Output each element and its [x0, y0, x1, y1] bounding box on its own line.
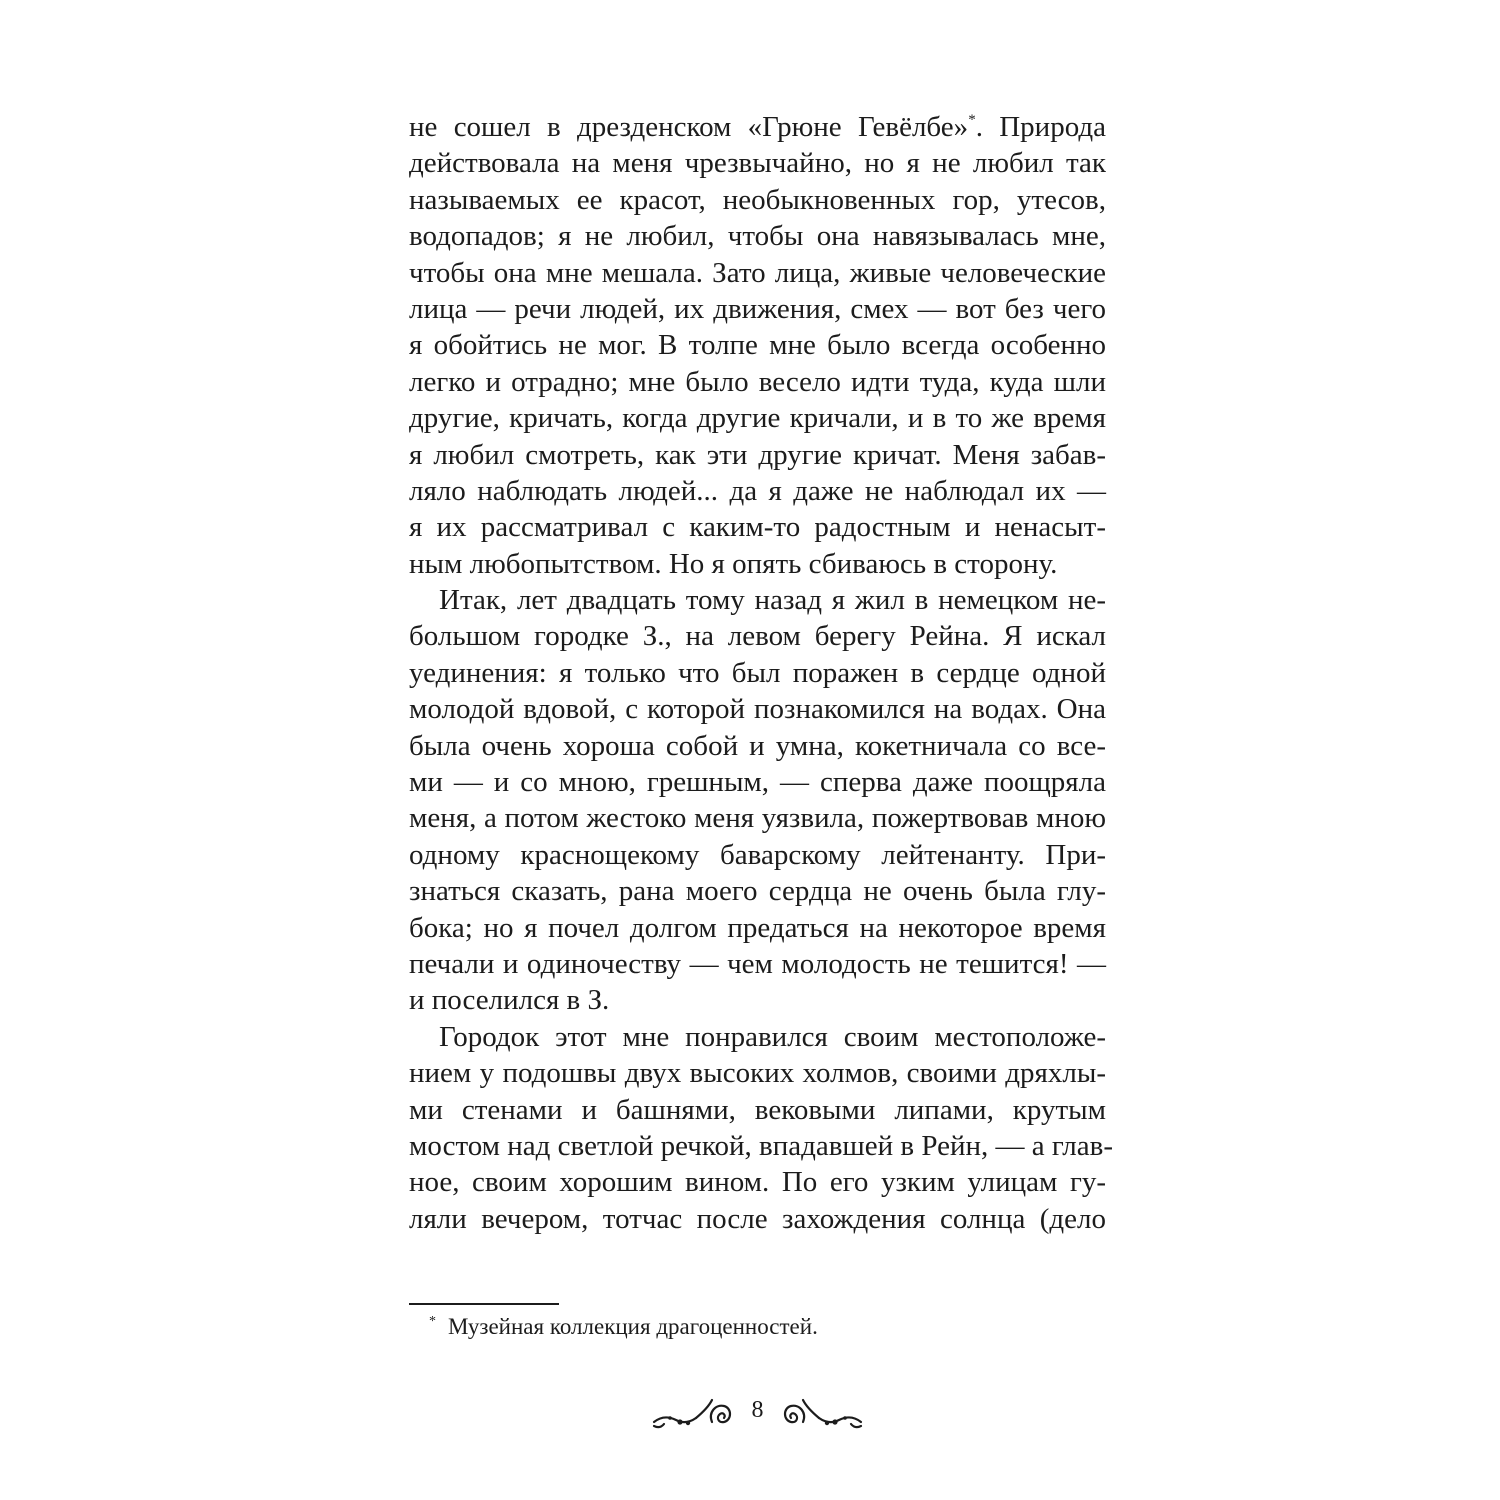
text-line: лица — речи людей, их движения, смех — вот без чего: [409, 292, 1106, 325]
text-line: другие, кричать, когда другие кричали, и в то же время: [409, 402, 1106, 435]
text-line: меня, а потом жестоко меня уязвила, пожертвовав мною: [409, 802, 1106, 835]
footnote-marker: *: [429, 1314, 436, 1329]
footnote-reference[interactable]: *: [968, 112, 976, 128]
text-line: называемых ее красот, необыкновенных гор, утесов,: [409, 183, 1106, 216]
text-line: ми стенами и башнями, вековыми липами, крутым: [409, 1093, 1106, 1126]
text-line: ми — и со мною, грешным, — сперва даже поощряла: [409, 766, 1106, 799]
text-line: не сошел в дрезденском «Грюне Гевёлбе»*. Природа: [409, 111, 1106, 143]
text-line: я любил смотреть, как эти другие кричат. Меня забав-: [409, 438, 1106, 471]
text-line: большом городке З., на левом берегу Рейна. Я искал: [409, 620, 1106, 653]
text-line: ляло наблюдать людей... да я даже не наблюдал их —: [409, 474, 1106, 507]
text-line: Итак, лет двадцать тому назад я жил в немецком не-: [439, 584, 1106, 617]
text-line: я обойтись не мог. В толпе мне было всегда особенно: [409, 329, 1106, 362]
text-line: действовала на меня чрезвычайно, но я не любил так: [409, 147, 1106, 180]
paragraph-1: [409, 109, 1106, 582]
text-line: я их рассматривал с каким-то радостным и ненасыт-: [409, 511, 1106, 544]
text-line: ное, своим хорошим вином. По его узким улицам гу-: [409, 1166, 1106, 1199]
text-line: Городок этот мне понравился своим местоположе-: [439, 1020, 1106, 1053]
text-line: бока; но я почел долгом предаться на некоторое время: [409, 911, 1106, 944]
page-number: 8: [751, 1397, 764, 1423]
text-line: печали и одиночеству — чем молодость не тешится! —: [409, 947, 1106, 980]
footnote-text: Музейная коллекция драгоценностей.: [448, 1314, 818, 1339]
paragraph-2: [409, 582, 1106, 1019]
page-number-folio: [650, 1392, 865, 1436]
text-line: чтобы она мне мешала. Зато лица, живые человеческие: [409, 256, 1106, 289]
text-line: знаться сказать, рана моего сердца не очень была глу-: [409, 875, 1106, 908]
text-line: нием у подошвы двух высоких холмов, своими дряхлы-: [409, 1057, 1106, 1090]
footnote-divider: [409, 1303, 559, 1305]
footnote: [429, 1312, 818, 1342]
paragraph-3: [409, 1019, 1113, 1237]
body-text: [409, 109, 1113, 1237]
text-line: водопадов; я не любил, чтобы она навязывалась мне,: [409, 220, 1106, 253]
text-line: одному краснощекому баварскому лейтенанту. При-: [409, 838, 1106, 871]
text-line: мостом над светлой речкой, впадавшей в Рейн, — а глав-: [409, 1129, 1113, 1162]
text-line: молодой вдовой, с которой познакомился на водах. Она: [409, 693, 1106, 726]
right-ornament-icon: [777, 1392, 865, 1436]
text-line: и поселился в З.: [409, 984, 610, 1017]
text-line: ным любопытством. Но я опять сбиваюсь в сторону.: [409, 547, 1058, 580]
text-line: легко и отрадно; мне было весело идти туда, куда шли: [409, 365, 1106, 398]
text-line: была очень хороша собой и умна, кокетничала со все-: [409, 729, 1106, 762]
text-line: ляли вечером, тотчас после захождения солнца (дело: [409, 1202, 1106, 1235]
text-line: уединения: я только что был поражен в сердце одной: [409, 656, 1106, 689]
